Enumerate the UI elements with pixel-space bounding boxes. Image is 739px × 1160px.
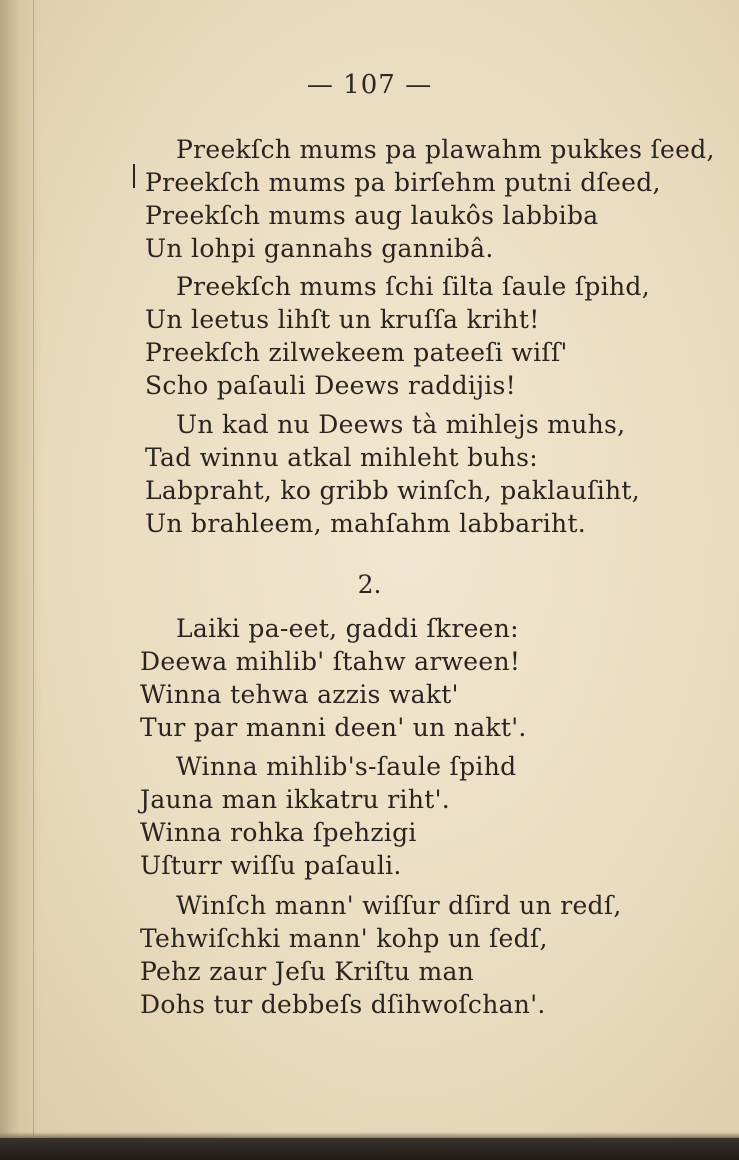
verse-line: Laiki pa-eet, gaddi ſkreen:	[176, 614, 519, 643]
page-number: — 107 —	[306, 70, 433, 100]
verse-line: Tehwiſchki mann' kohp un ſedſ,	[140, 924, 548, 953]
verse-line: Un kad nu Deews tà mihlejs muhs,	[176, 410, 626, 439]
verse-line: Preekſch mums pa birſehm putni dſeed,	[145, 168, 661, 197]
verse-line: Winna mihlib's-ſaule ſpihd	[176, 752, 517, 781]
verse-line: Deewa mihlib' ſtahw arween!	[140, 647, 521, 676]
verse-line: Winſch mann' wiſſur dſird un redſ,	[176, 891, 622, 920]
verse-line: Preekſch zilwekeem pateeſi wiſſ'	[145, 338, 568, 367]
verse-line: Winna rohka ſpehzigi	[140, 818, 417, 847]
verse-line: Uſturr wiſſu paſauli.	[140, 851, 402, 880]
verse-line: Un lohpi gannahs gannibâ.	[145, 234, 494, 263]
margin-mark	[133, 164, 135, 188]
verse-line: Preekſch mums pa plawahm pukkes ſeed,	[176, 135, 715, 164]
verse-line: Tad winnu atkal mihleht buhs:	[145, 443, 539, 472]
section-number: 2.	[357, 570, 382, 599]
scan-bottom-edge	[0, 1138, 739, 1160]
verse-line: Labpraht, ko gribb winſch, paklauſiht,	[145, 476, 641, 505]
verse-line: Un brahleem, mahſahm labbariht.	[145, 509, 587, 538]
verse-line: Preekſch mums aug laukôs labbiba	[145, 201, 599, 230]
verse-line: Jauna man ikkatru riht'.	[140, 785, 450, 814]
verse-line: Tur par manni deen' un nakt'.	[140, 713, 527, 742]
verse-line: Dohs tur debbeſs dſihwoſchan'.	[140, 990, 546, 1019]
verse-line: Winna tehwa azzis wakt'	[140, 680, 459, 709]
verse-line: Preekſch mums ſchi ſilta ſaule ſpihd,	[176, 272, 650, 301]
verse-line: Un leetus lihſt un kruſſa kriht!	[145, 305, 540, 334]
verse-line: Scho paſauli Deews raddijis!	[145, 371, 517, 400]
verse-line: Pehz zaur Jeſu Kriſtu man	[140, 957, 475, 986]
